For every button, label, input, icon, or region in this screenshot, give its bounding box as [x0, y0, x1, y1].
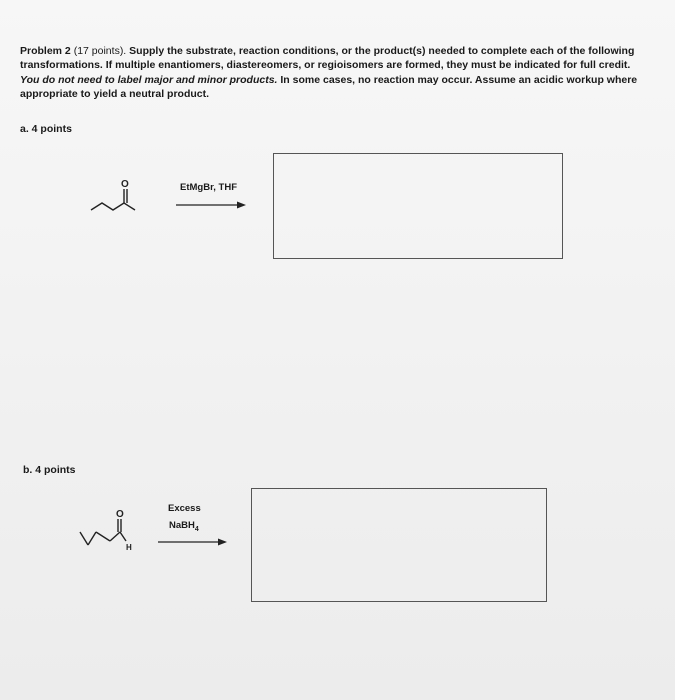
- part-b-reagent-subscript: 4: [194, 525, 199, 533]
- part-b-answer-box[interactable]: [251, 488, 547, 602]
- part-b-hydrogen-atom: H: [126, 543, 132, 552]
- part-b-reagent-line1: Excess: [168, 503, 201, 514]
- problem-points: (17 points).: [73, 45, 127, 57]
- part-a-reagent: EtMgBr, THF: [180, 182, 237, 193]
- part-b-reagent-formula: NaBH: [169, 520, 195, 531]
- problem-outro: In some cases, no reaction may occur. Assume an acidic workup where appropriate to yield a neutral product.: [20, 73, 638, 101]
- problem-intro: Supply the substrate, reaction conditions, or the product(s) needed to complete each of the following transformations. If multiple enantiomers, diastereomers, or regioisomers are formed, they must be indicated for full credit.: [20, 45, 635, 72]
- part-b-oxygen-atom: O: [116, 509, 124, 520]
- part-a-oxygen-atom: O: [121, 179, 129, 190]
- part-a-label: a. 4 points: [20, 123, 72, 135]
- problem-italic-note: You do not need to label major and minor products.: [20, 73, 278, 86]
- problem-heading: Problem 2: [20, 45, 71, 57]
- part-b-label: b. 4 points: [23, 464, 76, 476]
